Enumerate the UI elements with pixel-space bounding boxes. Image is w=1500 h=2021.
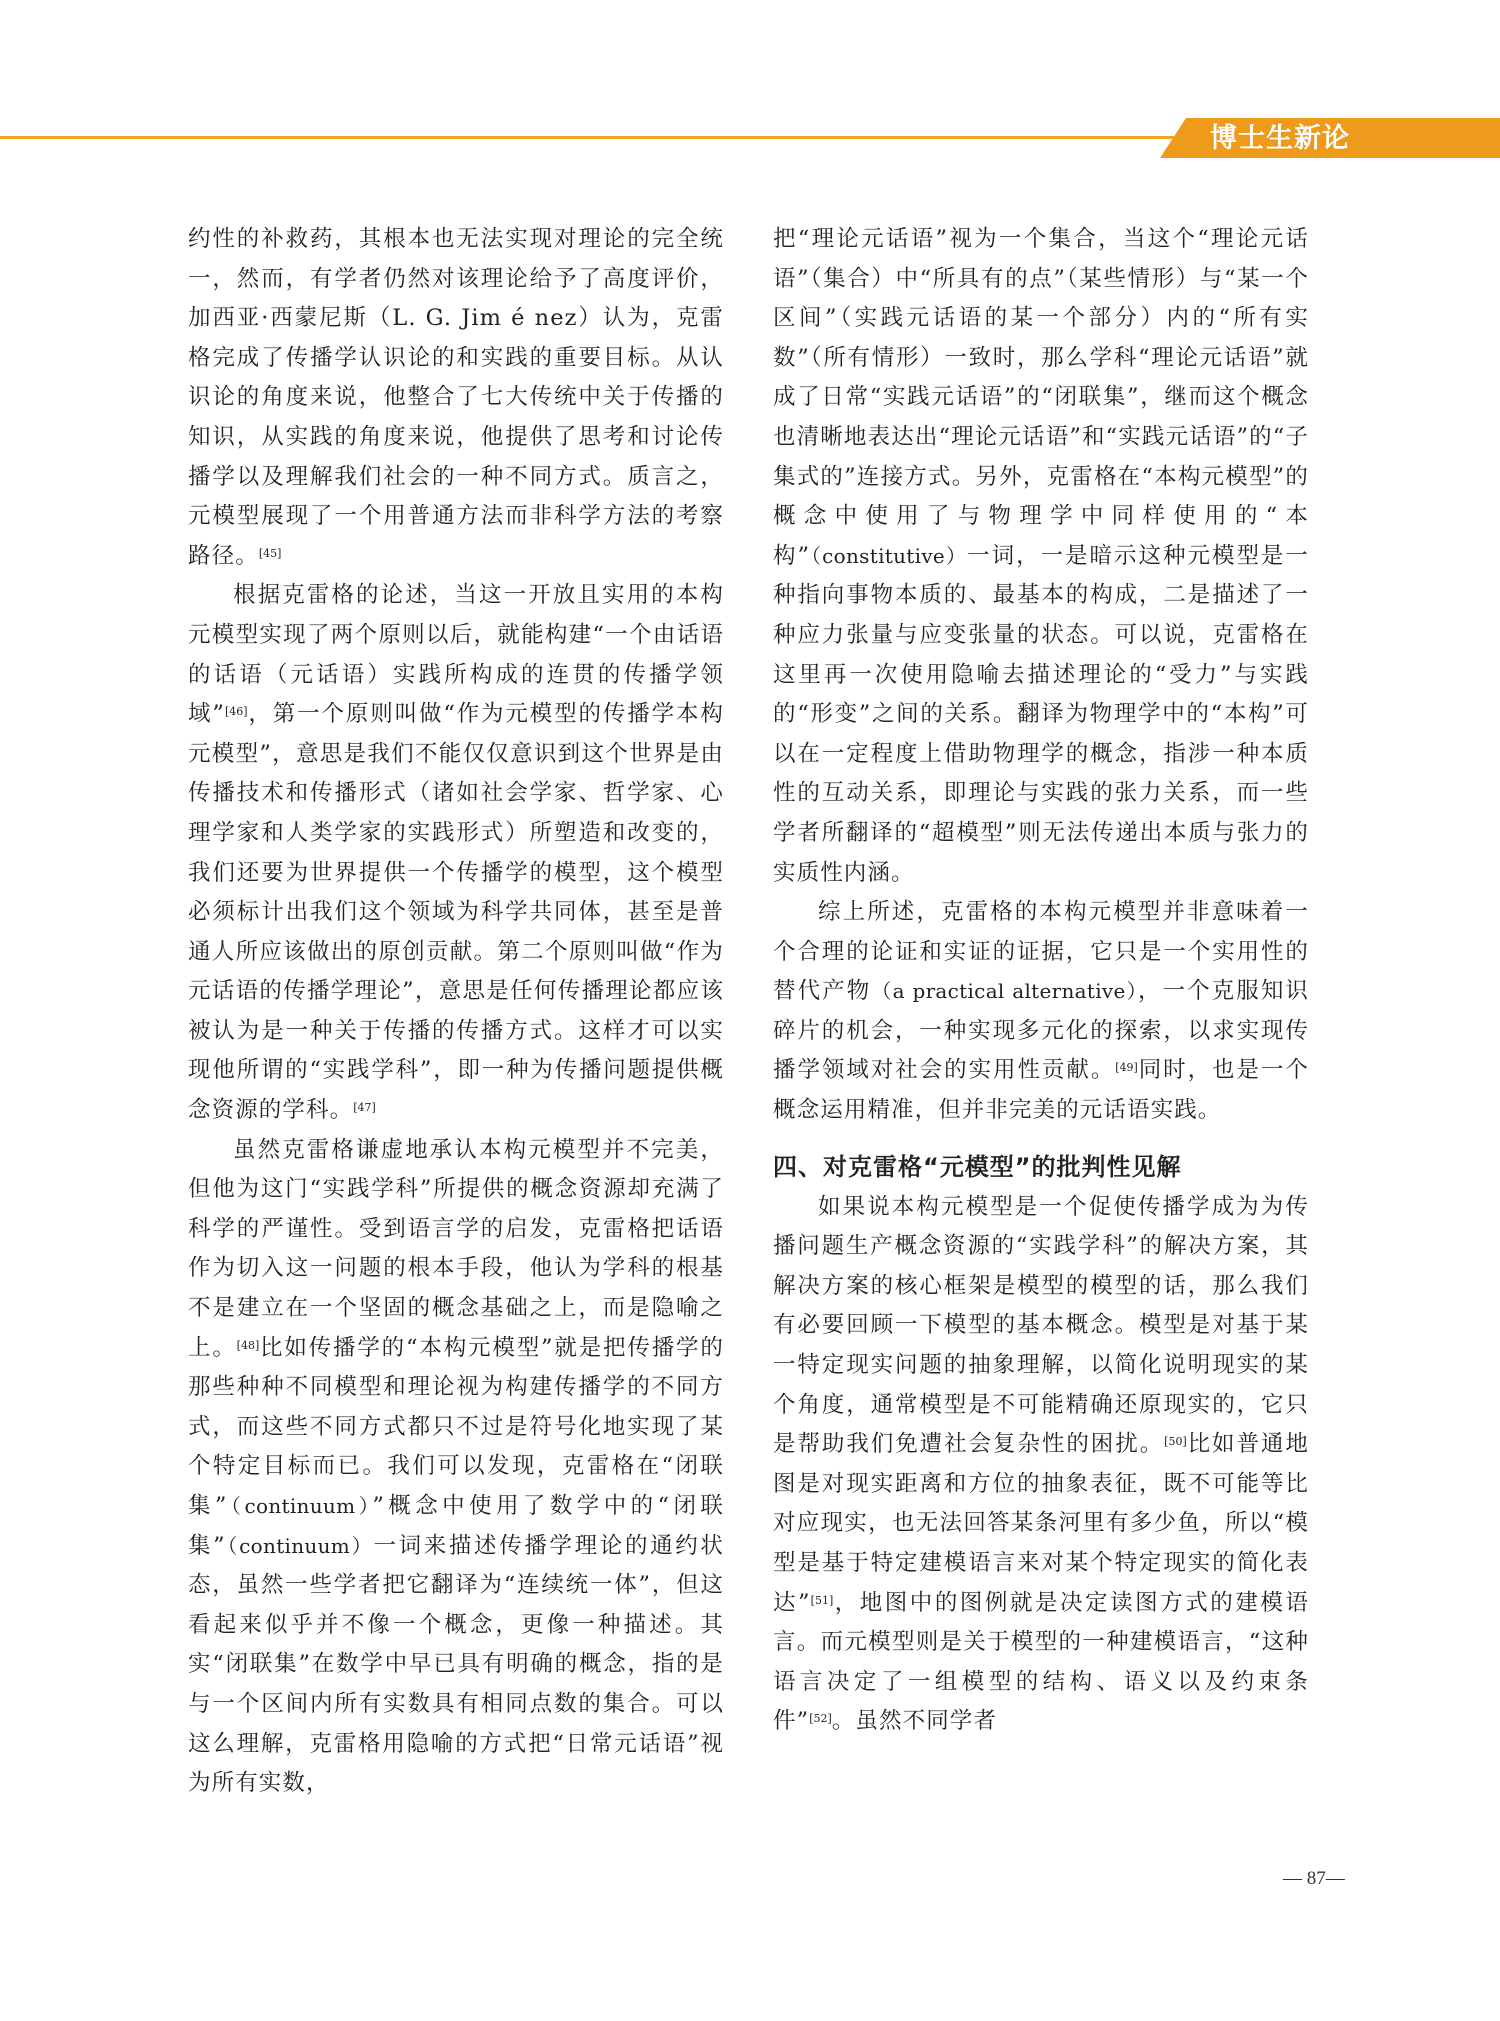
citation-ref: [51] <box>810 1593 834 1607</box>
paragraph-text: 。虽然不同学者 <box>831 1708 997 1735</box>
latin-term: （constitutive） <box>810 543 968 568</box>
paragraph <box>188 220 724 576</box>
paragraph <box>773 1188 1309 1742</box>
latin-term: （continuum） <box>225 1533 374 1558</box>
paragraph-text: 一词来描述传播学理论的通约状态，虽然一些学者把它翻译为“连续统一体”，但这看起来似乎并不像一个概念，更像一种描述。其实“闭联集”在数学中早已具有明确的概念，指的是与一个区间内所有实数具有相同点数的集合。可以这么理解，克雷格用隐喻的方式把“日常元话语”视为所有实数， <box>188 1532 725 1797</box>
citation-ref: [48] <box>236 1338 260 1352</box>
citation-ref: [47] <box>353 1101 376 1115</box>
paragraph-text: 同时，也是一个概念运用精准，但并非完美的元话语实践。 <box>773 1057 1309 1124</box>
paragraph-text: 比如传播学的“本构元模型”就是把传播学的那些种种不同模型和理论视为构建传播学的不同方式，而这些不同方式都只不过是符号化地实现了某个特定目标而已。我们可以发现，克雷格在“闭联集” <box>188 1334 724 1519</box>
page-number: — 87— <box>1283 1868 1345 1889</box>
paragraph-text: ，地图中的图例就是决定读图方式的建模语言。而元模型则是关于模型的一种建模语言，“这种语言决定了一组模型的结构、语义以及约束条件” <box>773 1589 1310 1735</box>
paragraph-text: 把“理论元话语”视为一个集合，当这个“理论元话语”（集合）中“所具有的点”（某些情形）与“某一个区间”（实践元话语的某一个部分）内的“所有实数”（所有情形）一致时，那么学科“理论元话语”就成了日常“实践元话语”的“闭联集”，继而这个概念也清晰地表达出“理论元话语”和“实践元话语”的“子集式的”连接方式。另外，克雷格在“本构元模型”的概念中使用了与物理学中同样使用的“本构” <box>773 226 1309 569</box>
paragraph-text: ”概念中使用了数学中的“闭联集” <box>188 1493 725 1559</box>
paragraph <box>773 220 1309 893</box>
citation-ref: [45] <box>258 546 282 560</box>
latin-term: （a practical alternative） <box>871 979 1138 1004</box>
paragraph-text: 根据克雷格的论述，当这一开放且实用的本构元模型实现了两个原则以后，就能构建“一个由话语的话语（元话语）实践所构成的连贯的传播学领域” <box>188 582 724 728</box>
paragraph-text: ，第一个原则叫做“作为元模型的传播学本构元模型”，意思是我们不能仅仅意识到这个世界是由传播技术和传播形式（诸如社会学家、哲学家、心理学家和人类学家的实践形式）所塑造和改变的，我们还要为世界提供一个传播学的模型，这个模型必须标计出我们这个领域为科学共同体，甚至是普通人所应该做出的原创贡献。第二个原则叫做“作为元话语的传播学理论”，意思是任何传播理论都应该被认为是一种关于传播的传播方式。这样才可以实现他所谓的“实践学科”，即一种为传播问题提供概念资源的学科。 <box>188 701 724 1124</box>
paragraph-text: ，一个克服知识碎片的机会，一种实现多元化的探索，以求实现传播学领域对社会的实用性贡献。 <box>773 978 1310 1084</box>
paragraph-text: 如果说本构元模型是一个促使传播学成为为传播问题生产概念资源的“实践学科”的解决方案，其解决方案的核心框架是模型的模型的话，那么我们有必要回顾一下模型的基本概念。模型是对基于某一特定现实问题的抽象理解，以简化说明现实的某个角度，通常模型是不可能精确还原现实的，它只是帮助我们免遭社会复杂性的困扰。 <box>773 1193 1309 1458</box>
latin-term: （continuum） <box>227 1494 373 1518</box>
right-column <box>773 220 1309 1742</box>
header-rule <box>0 136 1180 139</box>
paragraph <box>188 576 724 1130</box>
left-column <box>188 220 724 1804</box>
paragraph-text: 约性的补救药，其根本也无法实现对理论的完全统一，然而，有学者仍然对该理论给予了高度评价，加西亚·西蒙尼斯（L. G. Jim é nez）认为，克雷格完成了传播学认识论的和实践的重要目标。从认识论的角度来说，他整合了七大传统中关于传播的知识，从实践的角度来说，他提供了思考和讨论传播学以及理解我们社会的一种不同方式。质言之，元模型展现了一个用普通方法而非科学方法的考察路径。 <box>188 226 724 569</box>
section-label: 博士生新论 <box>1210 123 1350 154</box>
paragraph-text: 综上所述，克雷格的本构元模型并非意味着一个合理的论证和实证的证据，它只是一个实用性的替代产物 <box>773 899 1309 1005</box>
paragraph-text: 虽然克雷格谦虚地承认本构元模型并不完美，但他为这门“实践学科”所提供的概念资源却充满了科学的严谨性。受到语言学的启发，克雷格把话语作为切入这一问题的根本手段，他认为学科的根基不是建立在一个坚固的概念基础之上，而是隐喻之上。 <box>188 1136 724 1361</box>
citation-ref: [49] <box>1115 1061 1138 1075</box>
citation-ref: [50] <box>1164 1435 1187 1449</box>
citation-ref: [46] <box>224 705 248 719</box>
paragraph-text: 比如普通地图是对现实距离和方位的抽象表征，既不可能等比对应现实，也无法回答某条河里有多少鱼，所以“模型是基于特定建模语言来对某个特定现实的简化表达” <box>773 1431 1309 1616</box>
paragraph <box>188 1131 724 1804</box>
paragraph-text: 一词，一是暗示这种元模型是一种指向事物本质的、最基本的构成，二是描述了一种应力张量与应变张量的状态。可以说，克雷格在这里再一次使用隐喻去描述理论的“受力”与实践的“形变”之间的关系。翻译为物理学中的“本构”可以在一定程度上借助物理学的概念，指涉一种本质性的互动关系，即理论与实践的张力关系，而一些学者所翻译的“超模型”则无法传递出本质与张力的实质性内涵。 <box>773 542 1310 886</box>
section-heading: 四、对克雷格“元模型”的批判性见解 <box>773 1152 1182 1181</box>
paragraph <box>773 893 1309 1131</box>
citation-ref: [52] <box>809 1712 832 1726</box>
